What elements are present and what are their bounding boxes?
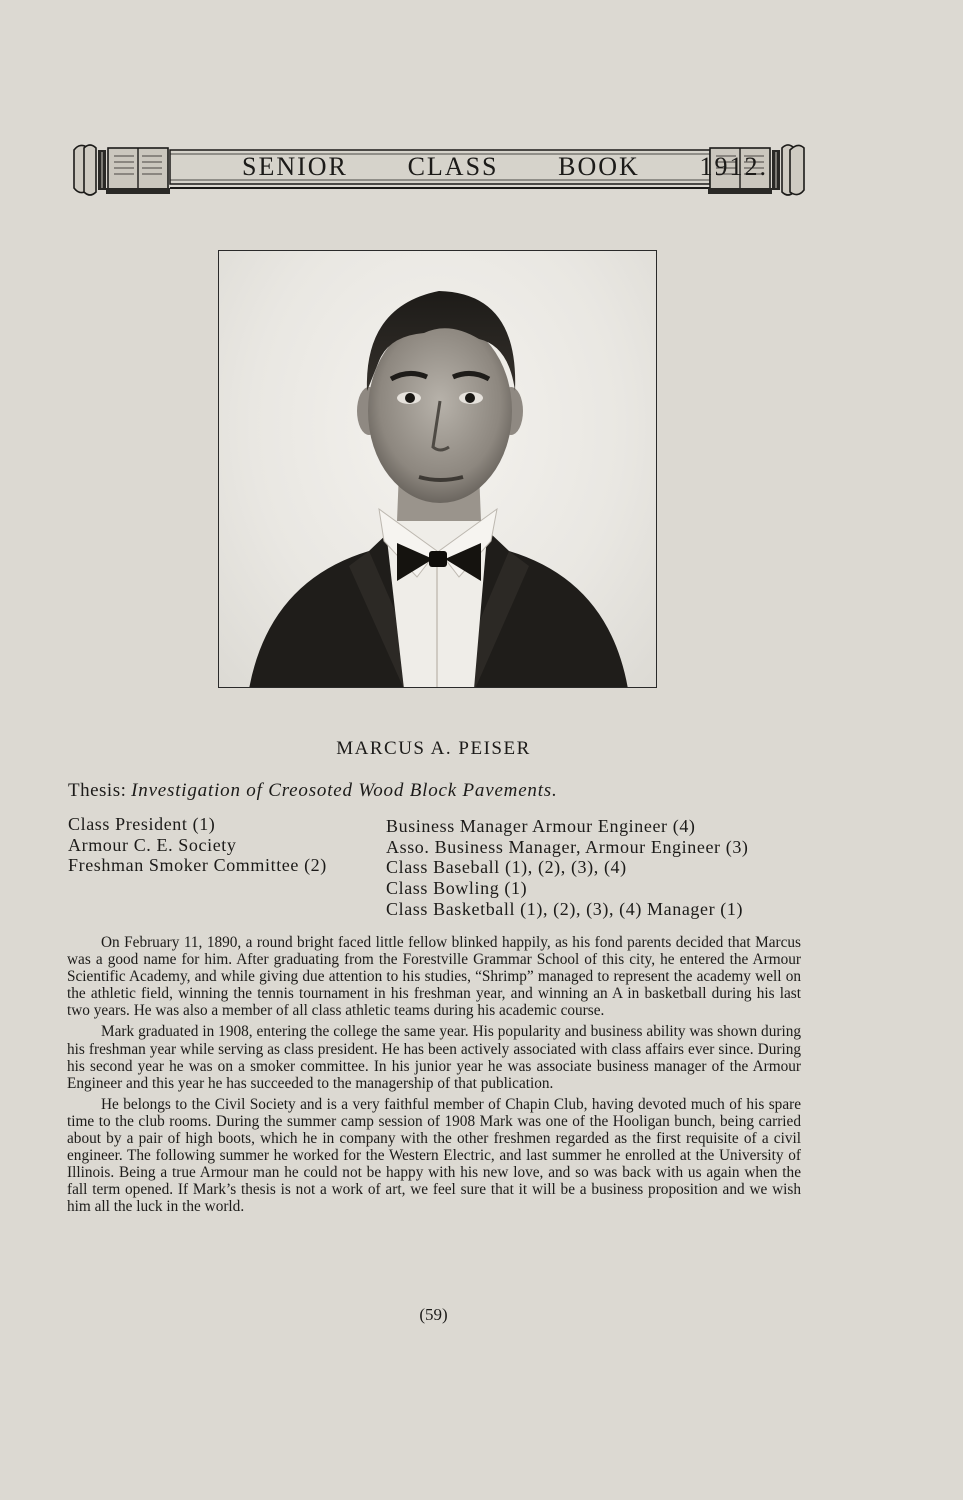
banner-word: BOOK bbox=[558, 152, 640, 181]
activity-item: Asso. Business Manager, Armour Engineer (3) bbox=[386, 836, 749, 857]
portrait-icon bbox=[219, 251, 657, 688]
biography-paragraph: He belongs to the Civil Society and is a very faithful member of Chapin Club, having devoted much of his spare time to the club rooms. During the summer camp session of 1908 Mark was one of the Hooligan bunch, being carried about by a pair of high boots, which he in company with the other freshmen regarded as the first requisite of a civil engineer. The following summer he worked for the Western Electric, and last summer he enrolled at the University of Illinois. Being a true Armour man he could not be happy with his new love, and so was back with us again when the fall term opened. If Mark’s thesis is not a work of art, we feel sure that it will be a business proposition and we wish him all the luck in the world. bbox=[67, 1095, 801, 1216]
banner-word: SENIOR bbox=[242, 152, 348, 181]
biography-paragraph: On February 11, 1890, a round bright faced little fellow blinked happily, as his fond parents decided that Marcus was a good name for him. After graduating from the Forestville Grammar School of this city, he entered the Armour Scientific Academy, and while giving due attention to his studies, “Shrimp” managed to represent the academy well on the athletic field, winning the tennis tournament in his freshman year, and winning an A in basketball during his last two years. He was also a member of all class athletic teams during his academic course. bbox=[67, 934, 801, 1020]
biography-paragraph: Mark graduated in 1908, entering the college the same year. His popularity and business ability was shown during his freshman year while serving as class president. He has been actively associated with class affairs ever since. During his second year he was on a smoker committee. In his junior year he was associate business manager of the Armour Engineer and this year he has succeeded to the managership of that publication. bbox=[67, 1023, 801, 1092]
activity-item: Class President (1) bbox=[68, 814, 216, 834]
thesis-label: Thesis: bbox=[68, 780, 127, 801]
page-number: (59) bbox=[419, 1305, 448, 1324]
banner-word: 1912. bbox=[699, 152, 768, 181]
left-book-icon bbox=[106, 148, 170, 194]
banner-word: CLASS bbox=[407, 152, 499, 181]
banner-title bbox=[242, 152, 768, 182]
biography bbox=[67, 934, 801, 1220]
activity-item: Armour C. E. Society bbox=[68, 834, 237, 855]
activity-item: Class Bowling (1) bbox=[386, 878, 528, 899]
activities-right-column bbox=[386, 816, 749, 920]
thesis-line bbox=[68, 780, 558, 802]
thesis-title: Investigation of Creosoted Wood Block Pavements. bbox=[131, 780, 558, 801]
activity-item: Class Baseball (1), (2), (3), (4) bbox=[386, 857, 627, 878]
header-banner bbox=[70, 140, 808, 198]
activity-item: Freshman Smoker Committee (2) bbox=[68, 855, 327, 876]
activity-item: Class Basketball (1), (2), (3), (4) Manager (1) bbox=[386, 898, 744, 919]
left-scroll-icon bbox=[74, 145, 106, 195]
right-scroll-icon bbox=[772, 145, 804, 195]
activities-left-column bbox=[68, 814, 327, 876]
portrait-photo bbox=[218, 250, 657, 688]
student-name: MARCUS A. PEISER bbox=[336, 738, 531, 759]
activity-item: Business Manager Armour Engineer (4) bbox=[386, 816, 696, 836]
